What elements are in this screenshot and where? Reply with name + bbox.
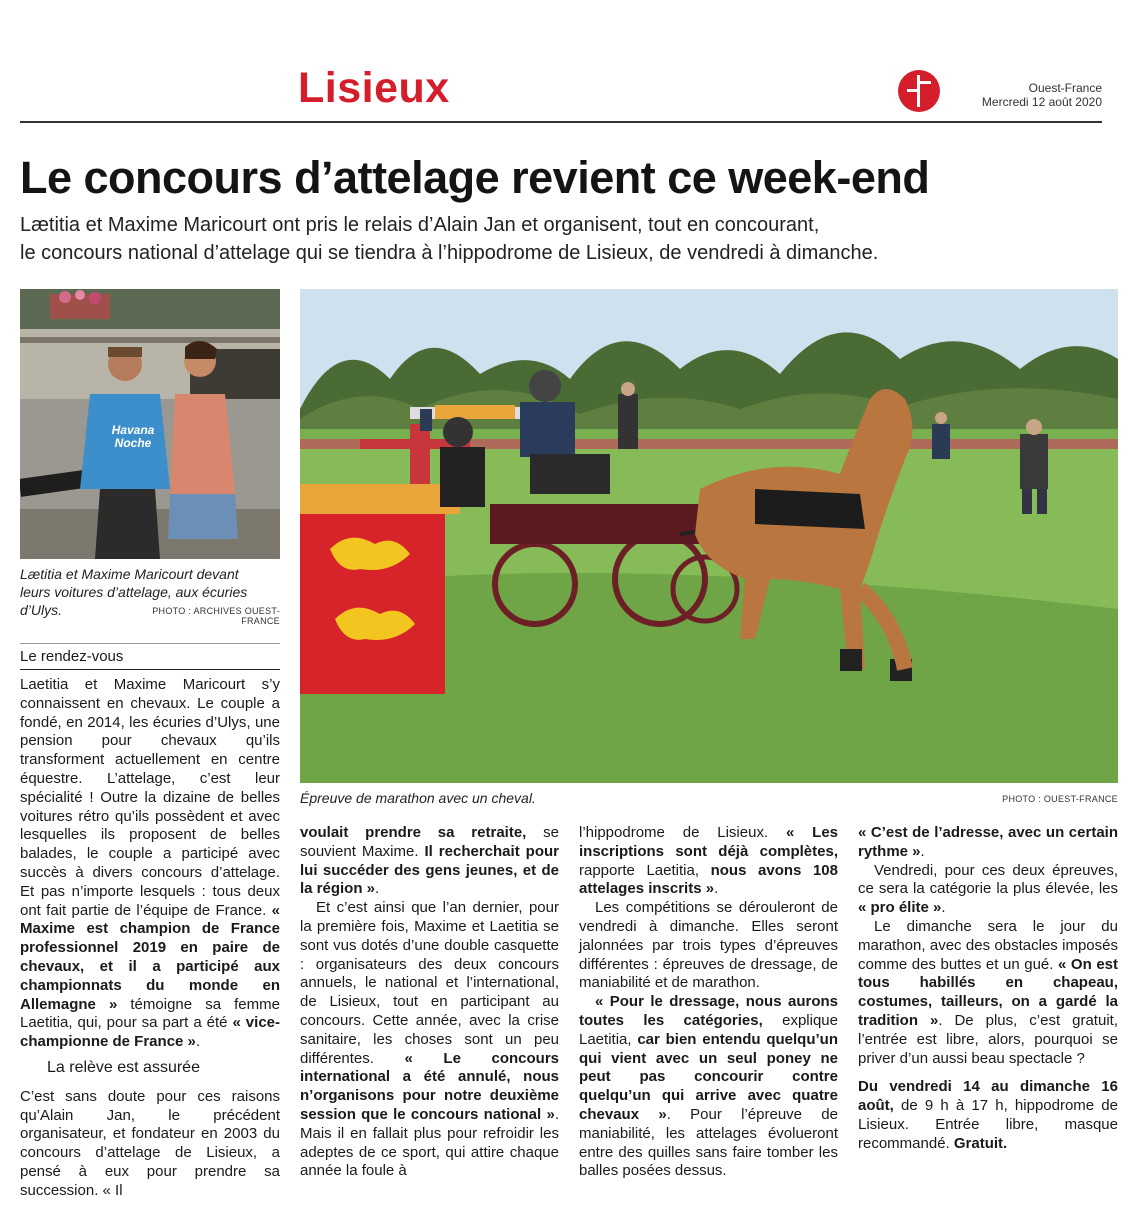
col4-text-2c: .: [941, 899, 946, 917]
box-title: Le rendez-vous: [20, 648, 280, 670]
col3-text-3b: explique Laetitia,: [579, 1011, 838, 1048]
ouest-france-logo-icon: [897, 69, 941, 113]
header-rule: [20, 121, 1102, 123]
headline: Le concours d’attelage revient ce week-end: [20, 152, 930, 203]
col3-text-a: l’hippodrome de Lisieux.: [579, 824, 786, 841]
section-title: Lisieux: [298, 64, 450, 112]
lede-line-1: Lætitia et Maxime Maricourt ont pris le relais d’Alain Jan et organisent, tout en concourant,: [20, 214, 820, 236]
col3-text-c: rapporte Laetitia,: [579, 861, 711, 879]
photo-marathon: [300, 289, 1118, 783]
credit-marathon: PHOTO : OUEST-FRANCE: [1002, 794, 1118, 804]
col1-quote-1: « Maxime est champion de France professionnel 2019 en paire de chevaux, et il a participé aux championnats du monde en Allemagne »: [20, 901, 280, 1013]
col2-quote-2b: « Le concours international a été annulé, nous n’organisons pour notre deuxième session que le concours national »: [300, 1049, 560, 1123]
col2-text-b: se souvient Maxime.: [300, 824, 559, 860]
col1-quote-2: « vice-championne de France »: [20, 1014, 280, 1051]
col4-paragraph-3: [858, 918, 1118, 1068]
col4-quote-2b: « pro élite »: [858, 899, 942, 917]
col3-text-3d: . Pour l’épreuve de maniabilité, les attelages évolueront entre des quilles sans faire tomber les balles posées dessus.: [579, 1105, 838, 1180]
subhead: La relève est assurée: [47, 1058, 200, 1076]
col2-paragraph-2: [300, 899, 559, 1181]
col4-text-2a: Vendredi, pour ces deux épreuves, ce sera la catégorie la plus élevée, les: [858, 861, 1118, 898]
col2-text-d: .: [375, 880, 380, 898]
col3-paragraph-1: [579, 824, 838, 899]
col2-paragraph-1: [300, 824, 559, 899]
publication-date: Mercredi 12 août 2020: [981, 95, 1102, 109]
col4-text-1end: .: [920, 842, 925, 860]
lede-line-2: le concours national d’attelage qui se tiendra à l’hippodrome de Lisieux, de vendredi à dimanche.: [20, 242, 879, 264]
col1-text-a: Laetitia et Maxime Maricourt s’y connaissent en chevaux. Le couple a fondé, en 2014, les écuries d’Ulys, une pension pour chevaux qu’ils transforment actuellement en centre équestre. L’attelage, c’est leur spécialité ! Outre la dizaine de belles voitures rétro qu’ils possèdent et avec lesquelles ils proposent de belles balades, le couple a participé avec succès à divers concours d’attelage. Et pas n’importe lesquels : tous deux ont fait partie de l’équipe de France.: [20, 676, 280, 919]
event-info: [858, 1078, 1118, 1153]
col3-quote-3c: car bien entendu quelqu’un qui vient avec un seul poney ne peut pas concourir contre quelqu’un qui arrive avec quatre chevaux »: [579, 1030, 838, 1123]
col3-text-e: .: [714, 880, 719, 898]
col4-text-3c: . De plus, c’est gratuit, l’entrée est libre, alors, pourquoi se priver d’un aussi beau spectacle ?: [858, 1011, 1118, 1067]
col4-text-3a: Le dimanche sera le jour du marathon, avec des obstacles imposés comme des buttes et un gué.: [858, 917, 1118, 973]
col2-quote-c: Il recherchait pour lui succéder des gens jeunes, et de la région »: [300, 842, 559, 898]
shirt-text-2: Noche: [114, 436, 152, 450]
box-rule: [20, 643, 280, 644]
col4-paragraph-2: [858, 862, 1118, 918]
col3-quote-3a: « Pour le dressage, nous aurons toutes les catégories,: [579, 993, 838, 1029]
source-name: Ouest-France: [1028, 81, 1102, 95]
publication-info: [982, 81, 1102, 109]
col1-paragraph-1: [20, 676, 280, 1052]
shirt-text-1: Havana: [111, 423, 155, 437]
column-2: [300, 824, 559, 1181]
caption-couple: Lætitia et Maxime Maricourt devant leurs voitures d’attelage, aux écuries d’Ulys.: [20, 566, 248, 618]
col3-quote-d: nous avons 108 attelages inscrits »: [579, 861, 838, 898]
column-4: [858, 824, 1118, 1154]
shirt-print: [108, 424, 158, 450]
column-3: [579, 824, 838, 1181]
photo-couple: [20, 289, 280, 559]
caption-marathon: Épreuve de marathon avec un cheval.: [300, 790, 536, 806]
lede: [20, 211, 1110, 267]
col3-paragraph-2: Les compétitions se dérouleront de vendredi à dimanche. Elles seront jalonnées par trois types d’épreuves différentes : épreuves de dressage, de maniabilité et de marathon.: [579, 899, 838, 992]
col4-quote-1: « C’est de l’adresse, avec un certain rythme »: [858, 824, 1118, 860]
col4-paragraph-1: [858, 824, 1118, 862]
event-dates: Du vendredi 14 au dimanche 16 août,: [858, 1078, 1118, 1115]
column-1: [20, 676, 280, 1201]
col3-quote-b: « Les inscriptions sont déjà complètes,: [579, 824, 839, 860]
col2-text-2a: Et c’est ainsi que l’an dernier, pour la première fois, Maxime et Laetitia se sont vus dotés d’une double casquette : organisateurs des deux concours annuels, le national et l’international, de Lisieux, tout en participant au concours. Cette année, avec la crise sanitaire, les choses sont un peu différentes.: [300, 899, 559, 1067]
col2-quote-a: voulait prendre sa retraite,: [300, 824, 527, 841]
col4-quote-3b: « On est tous habillés en chapeau, costumes, tailleurs, on a gardé la tradition »: [858, 955, 1118, 1029]
col1-text-e: .: [195, 1033, 201, 1051]
col2-text-2c: . Mais il en fallait plus pour refroidir les adeptes de ce sport, qui attire chaque année la foule à: [300, 1105, 559, 1180]
event-price: Gratuit.: [953, 1134, 1008, 1152]
col1-text-c: témoigne sa femme Laetitia, qui, pour sa part a été: [20, 995, 280, 1032]
col1-paragraph-2: C’est sans doute pour ces raisons qu’Alain Jan, le précédent organisateur, et fondateur en 2003 du concours d’attelage de Lisieux, a pensé à eux pour prendre sa succession. « Il: [20, 1087, 280, 1199]
credit-couple: PHOTO : ARCHIVES OUEST-FRANCE: [152, 606, 280, 626]
event-details: de 9 h à 17 h, hippodrome de Lisieux. Entrée libre, masque recommandé.: [858, 1097, 1118, 1152]
col3-paragraph-3: [579, 993, 838, 1181]
